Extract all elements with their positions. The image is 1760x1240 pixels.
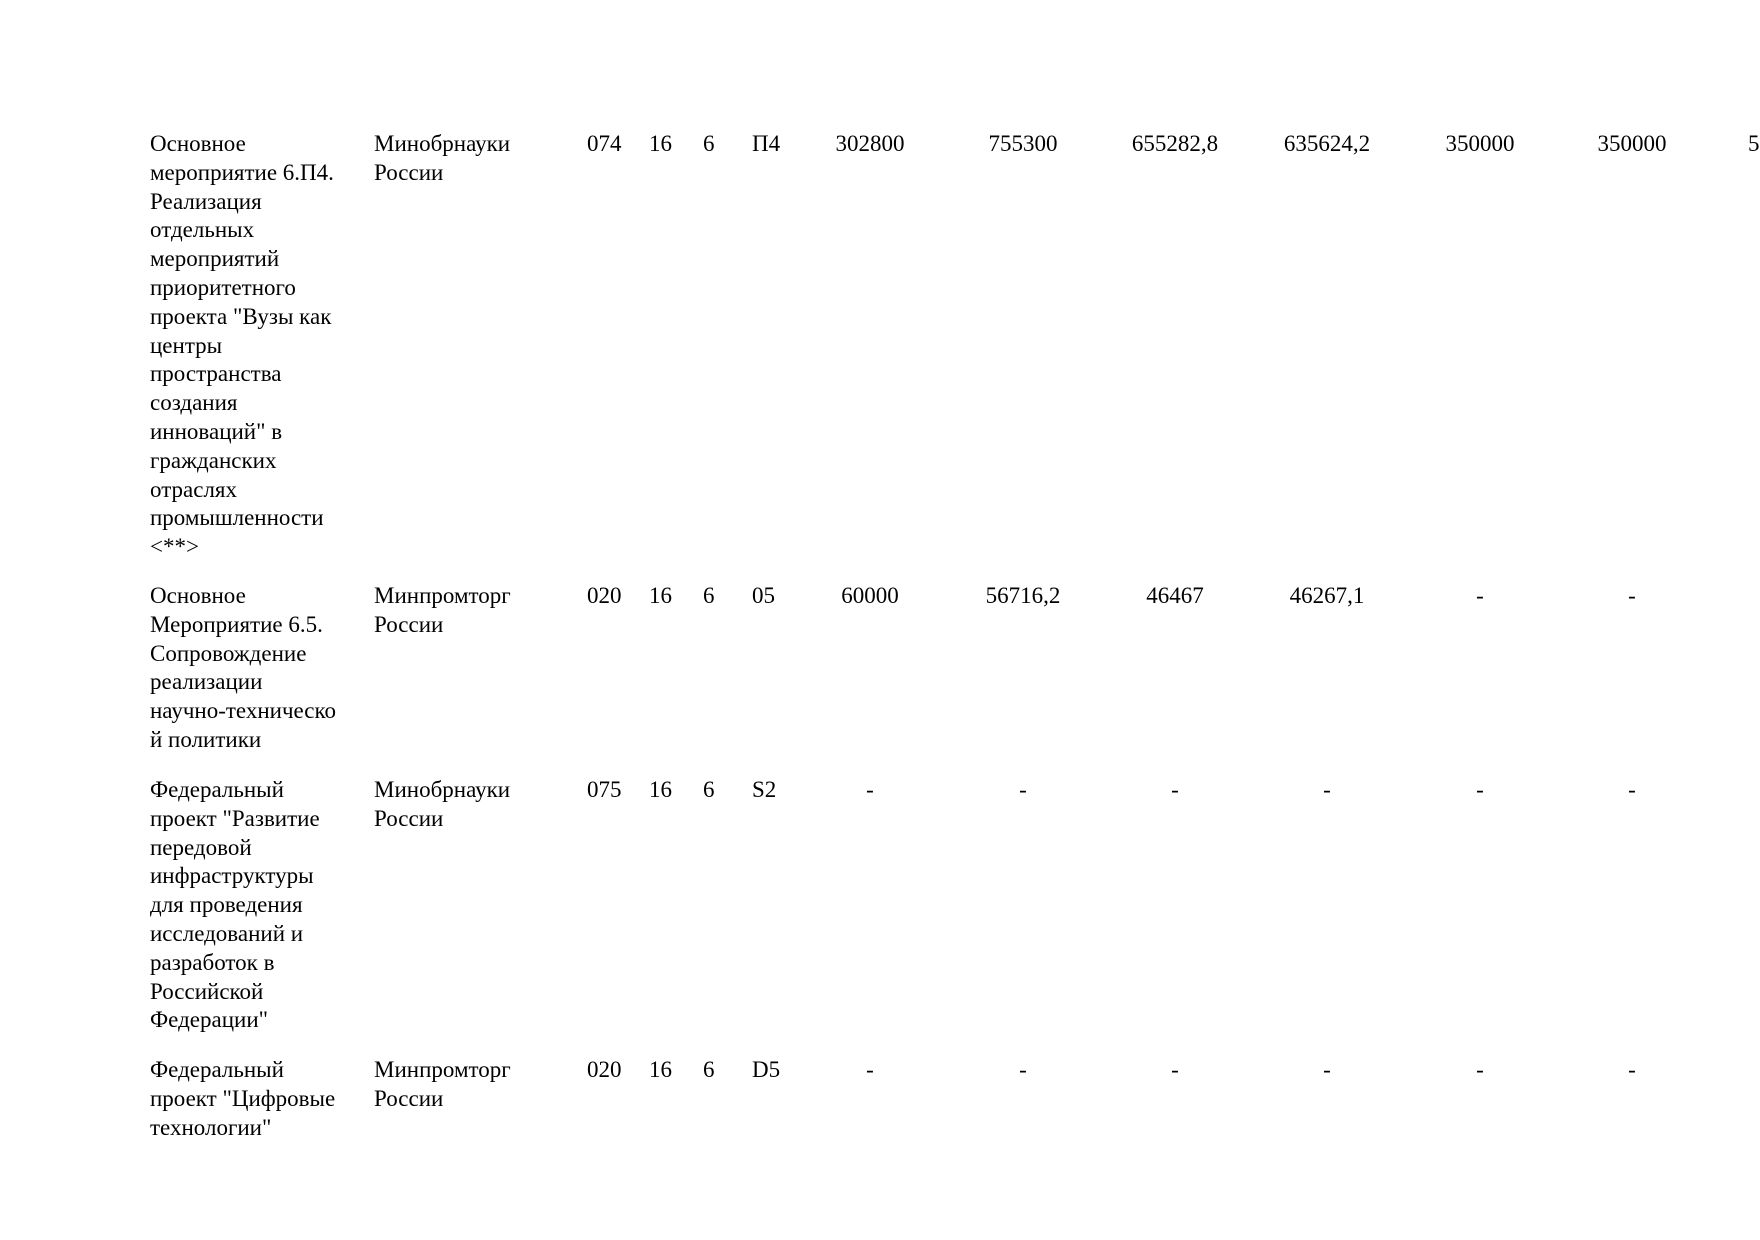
value-cell: - <box>1628 1057 1636 1082</box>
value-cell: 46467 <box>1146 583 1204 608</box>
agency-line: Минпромторг <box>374 583 511 608</box>
value-cell: - <box>1628 777 1636 802</box>
value-cell: - <box>1171 777 1179 802</box>
activity-name <box>150 1056 360 1142</box>
code-ministry: 020 <box>587 1057 622 1082</box>
value-cell: - <box>1628 583 1636 608</box>
activity-name-line: Мероприятие 6.5. <box>150 611 323 637</box>
value-cell: 655282,8 <box>1131 131 1219 156</box>
activity-name-line: проект "Развитие <box>150 805 320 831</box>
value-cell: - <box>1019 777 1027 802</box>
value-cell: 635624,2 <box>1283 131 1371 156</box>
responsible-agency <box>374 1056 564 1114</box>
agency-line: Минпромторг <box>374 1057 511 1082</box>
activity-name-line: Основное <box>150 131 246 156</box>
value-cell: - <box>866 1057 874 1082</box>
activity-name-line: центры <box>150 332 223 358</box>
responsible-agency <box>374 582 564 640</box>
activity-name <box>150 582 360 755</box>
code-activity: S2 <box>752 777 777 802</box>
activity-name-line: проекта "Вузы как <box>150 303 332 329</box>
activity-name-line: Федеральный <box>150 1057 284 1082</box>
agency-line: России <box>374 1085 444 1111</box>
activity-name-line: отдельных <box>150 217 255 243</box>
value-cell: - <box>1171 1057 1179 1082</box>
activity-name <box>150 130 360 562</box>
responsible-agency <box>374 130 564 188</box>
code-program: 16 <box>649 583 672 608</box>
code-subprogram: 6 <box>703 777 715 802</box>
activity-name-line: реализации <box>150 669 263 695</box>
code-ministry: 075 <box>587 777 622 802</box>
activity-name-line: гражданских <box>150 447 277 473</box>
activity-name-line: инноваций" в <box>150 418 283 444</box>
value-cell: - <box>1476 583 1484 608</box>
activity-name-line: передовой <box>150 834 252 860</box>
code-activity: П4 <box>752 131 781 156</box>
activity-name-line: Федеральный <box>150 777 284 802</box>
activity-name-line: исследований и <box>150 920 304 946</box>
agency-line: России <box>374 805 444 831</box>
activity-name-line: Реализация <box>150 188 262 214</box>
activity-name-line: инфраструктуры <box>150 863 314 889</box>
activity-name-line: отраслях <box>150 476 238 502</box>
value-cell: 350000 <box>1445 131 1515 156</box>
activity-name-line: Российской <box>150 978 264 1004</box>
activity-name-line: приоритетного <box>150 274 296 300</box>
activity-name-line: Федерации" <box>150 1007 269 1033</box>
activity-name-line: Основное <box>150 583 246 608</box>
value-cell: - <box>1323 777 1331 802</box>
activity-name <box>150 776 360 1035</box>
activity-name-line: й политики <box>150 726 262 752</box>
activity-name-line: промышленности <box>150 505 324 531</box>
value-cell: - <box>1019 1057 1027 1082</box>
value-cell: 350000 <box>1597 131 1667 156</box>
agency-line: Минобрнауки <box>374 131 511 156</box>
activity-name-line: создания <box>150 390 238 416</box>
code-ministry: 020 <box>587 583 622 608</box>
value-cell: 755300 <box>988 131 1058 156</box>
code-subprogram: 6 <box>703 1057 715 1082</box>
agency-line: России <box>374 159 444 185</box>
agency-line: России <box>374 611 444 637</box>
value-cell: 56716,2 <box>985 583 1061 608</box>
value-cell: - <box>866 777 874 802</box>
code-program: 16 <box>649 1057 672 1082</box>
activity-name-line: проект "Цифровые <box>150 1085 336 1111</box>
activity-name-line: технологии" <box>150 1114 272 1140</box>
agency-line: Минобрнауки <box>374 777 511 802</box>
code-subprogram: 6 <box>703 131 715 156</box>
value-cell: 60000 <box>841 583 899 608</box>
activity-name-line: научно-техническо <box>150 698 337 724</box>
code-activity: 05 <box>752 583 775 608</box>
value-cell: - <box>1476 1057 1484 1082</box>
activity-name-line: разработок в <box>150 949 275 975</box>
activity-name-line: мероприятий <box>150 246 280 272</box>
value-cell: - <box>1323 1057 1331 1082</box>
code-activity: D5 <box>752 1057 781 1082</box>
responsible-agency <box>374 776 564 834</box>
code-ministry: 074 <box>587 131 622 156</box>
code-subprogram: 6 <box>703 583 715 608</box>
value-cell: 302800 <box>835 131 905 156</box>
activity-name-line: для проведения <box>150 892 303 918</box>
value-cell: 46267,1 <box>1289 583 1365 608</box>
code-program: 16 <box>649 131 672 156</box>
value-cell-cut: 5 <box>1748 131 1760 156</box>
value-cell: - <box>1476 777 1484 802</box>
activity-name-line: <**> <box>150 534 199 560</box>
activity-name-line: Сопровождение <box>150 640 307 666</box>
activity-name-line: мероприятие 6.П4. <box>150 159 334 185</box>
code-program: 16 <box>649 777 672 802</box>
activity-name-line: пространства <box>150 361 282 387</box>
